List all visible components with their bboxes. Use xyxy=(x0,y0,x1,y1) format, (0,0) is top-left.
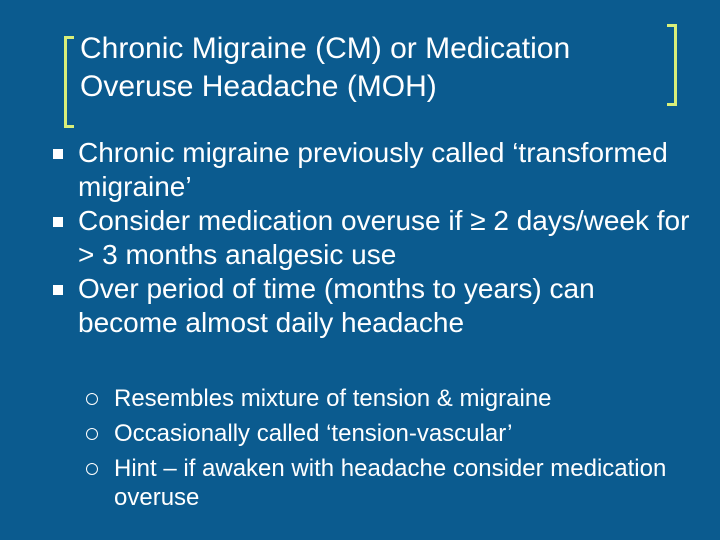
bullet-text: Over period of time (months to years) can become almost daily headache xyxy=(78,273,595,338)
square-bullet-icon xyxy=(53,149,63,159)
sub-bullet-text: Resembles mixture of tension & migraine xyxy=(114,385,552,412)
bullet-item xyxy=(50,272,700,340)
sub-bullet-text: Hint – if awaken with headache consider medication overuse xyxy=(114,455,667,511)
sub-bullet-text: Occasionally called ‘tension-vascular’ xyxy=(114,420,513,447)
circle-bullet-icon xyxy=(86,463,98,475)
bullet-item xyxy=(50,204,700,272)
sub-bullet-item xyxy=(84,454,704,512)
bullet-item xyxy=(50,136,700,204)
title-bracket-left xyxy=(64,36,74,128)
square-bullet-icon xyxy=(53,285,63,295)
square-bullet-icon xyxy=(53,217,63,227)
circle-bullet-icon xyxy=(86,428,98,440)
title-line-1: Chronic Migraine (CM) or Medication xyxy=(80,32,571,65)
slide-title xyxy=(80,30,680,106)
bullet-list xyxy=(50,136,700,340)
sub-bullet-item xyxy=(84,384,704,413)
bullet-text: Chronic migraine previously called ‘transformed migraine’ xyxy=(78,137,668,202)
title-line-2: Overuse Headache (MOH) xyxy=(80,70,437,103)
bullet-text: Consider medication overuse if ≥ 2 days/week for > 3 months analgesic use xyxy=(78,205,690,270)
circle-bullet-icon xyxy=(86,393,98,405)
sub-bullet-list xyxy=(84,384,704,518)
sub-bullet-item xyxy=(84,419,704,448)
